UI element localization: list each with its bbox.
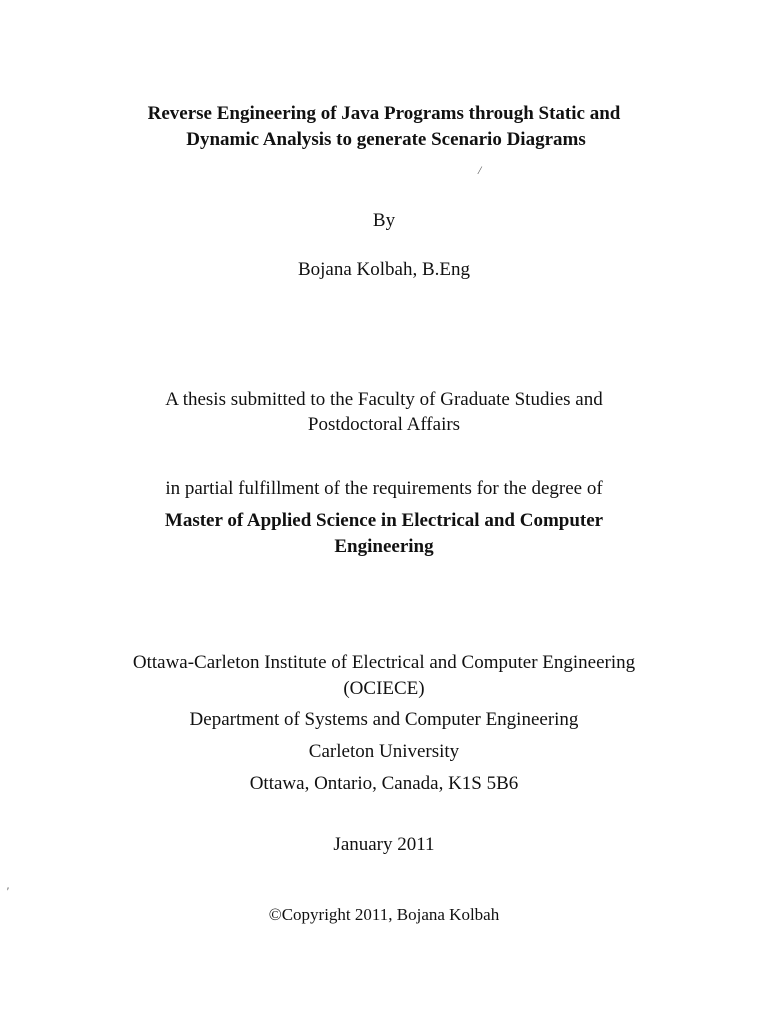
university-name: Carleton University	[308, 741, 460, 762]
degree-name-line-2: Engineering	[334, 536, 434, 557]
department-name: Department of Systems and Computer Engineering	[189, 709, 579, 730]
by-label: By	[372, 210, 396, 231]
institute-name-line-1: Ottawa-Carleton Institute of Electrical and Computer Engineering	[132, 652, 636, 673]
submission-date: January 2011	[333, 834, 435, 855]
degree-name-line-1: Master of Applied Science in Electrical and Computer	[164, 510, 604, 531]
thesis-title-line-1: Reverse Engineering of Java Programs through Static and	[147, 103, 621, 124]
copyright-notice: ©Copyright 2011, Bojana Kolbah	[268, 905, 500, 924]
institute-name-line-2: (OCIECE)	[343, 678, 425, 699]
submission-statement-line-1: A thesis submitted to the Faculty of Graduate Studies and	[165, 389, 603, 410]
university-address: Ottawa, Ontario, Canada, K1S 5B6	[249, 773, 519, 794]
submission-statement-line-2: Postdoctoral Affairs	[307, 414, 461, 435]
fulfillment-statement: in partial fulfillment of the requirements for the degree of	[165, 478, 603, 499]
stray-tick-mark: '	[6, 884, 9, 898]
thesis-title-line-2: Dynamic Analysis to generate Scenario Diagrams	[186, 129, 586, 150]
stray-slash-mark: /	[478, 163, 482, 177]
author-name: Bojana Kolbah, B.Eng	[297, 259, 471, 280]
